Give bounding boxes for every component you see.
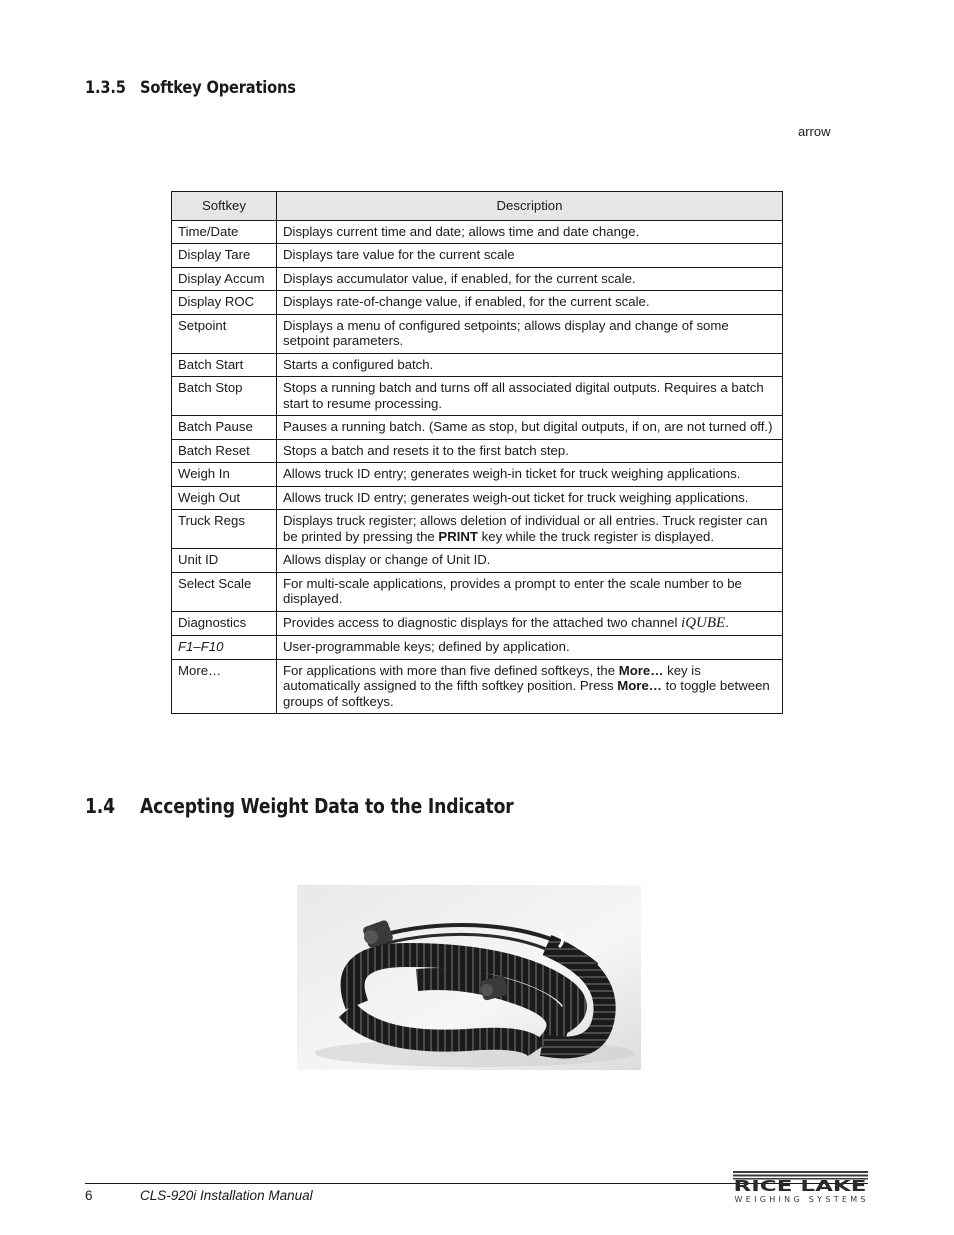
softkey-description: Allows display or change of Unit ID. (277, 549, 783, 573)
softkey-name: Unit ID (172, 549, 277, 573)
softkey-name: Setpoint (172, 314, 277, 353)
manual-title: CLS-920i Installation Manual (140, 1188, 313, 1203)
softkey-name: Select Scale (172, 572, 277, 611)
more-key-label: More… (617, 678, 662, 693)
table-row (172, 572, 783, 611)
softkey-name: Display ROC (172, 291, 277, 315)
description-text: to toggle between groups of softkeys. (283, 678, 770, 709)
softkey-name: F1–F10 (172, 636, 277, 660)
description-text: For applications with more than five defined softkeys, the (283, 662, 619, 678)
header-softkey: Softkey (172, 192, 277, 221)
description-text: key while the truck register is displayed. (477, 528, 714, 544)
softkey-name: Batch Stop (172, 377, 277, 416)
description-text: . (725, 614, 729, 630)
softkey-description: User-programmable keys; defined by application. (277, 636, 783, 660)
softkey-name: Weigh In (172, 463, 277, 487)
logo-text: RICE LAKE (733, 1177, 867, 1195)
softkey-description (277, 611, 783, 636)
print-key-label: PRINT (438, 528, 478, 544)
table-row (172, 353, 783, 377)
header-description: Description (277, 192, 783, 221)
softkey-description: Stops a running batch and turns off all associated digital outputs. Requires a batch start to resume processing. (277, 377, 783, 416)
softkey-description (277, 659, 783, 714)
softkey-description: Pauses a running batch. (Same as stop, but digital outputs, if on, are not turned off.) (277, 416, 783, 440)
softkey-name: Batch Reset (172, 439, 277, 463)
table-row (172, 549, 783, 573)
description-text: Provides access to diagnostic displays for the attached two channel (283, 614, 682, 630)
section-number: 1.3.5 (85, 78, 126, 98)
table-row (172, 220, 783, 244)
table-header-row (172, 192, 783, 221)
softkey-description: Displays current time and date; allows time and date change. (277, 220, 783, 244)
table-row (172, 267, 783, 291)
softkey-name: Truck Regs (172, 510, 277, 549)
softkey-description: Allows truck ID entry; generates weigh-in ticket for truck weighing applications. (277, 463, 783, 487)
page-number: 6 (85, 1188, 93, 1203)
arrow-note: arrow (798, 124, 831, 139)
logo-subtext: WEIGHING SYSTEMS (734, 1195, 866, 1204)
table-row (172, 510, 783, 549)
section-heading-softkey-operations (85, 78, 296, 98)
coiled-cable-photo (297, 885, 641, 1070)
table-row (172, 486, 783, 510)
softkey-name: Display Tare (172, 244, 277, 268)
softkey-description: For multi-scale applications, provides a prompt to enter the scale number to be displayed. (277, 572, 783, 611)
coiled-cable-illustration (297, 885, 641, 1070)
softkey-description: Displays rate-of-change value, if enabled, for the current scale. (277, 291, 783, 315)
description-text: Displays truck register; allows deletion of individual or all entries. Truck register can be printed by pressing the (283, 513, 768, 544)
softkey-description: Displays tare value for the current scale (277, 244, 783, 268)
iqube-product-name: iQUBE (681, 614, 726, 631)
softkey-description: Displays a menu of configured setpoints; allows display and change of some setpoint parameters. (277, 314, 783, 353)
softkey-description (277, 510, 783, 549)
table-row (172, 463, 783, 487)
table-row (172, 244, 783, 268)
softkey-description: Stops a batch and resets it to the first batch step. (277, 439, 783, 463)
softkey-name: Batch Pause (172, 416, 277, 440)
table-row (172, 611, 783, 636)
softkey-table (171, 191, 783, 714)
softkey-name: More… (172, 659, 277, 714)
softkey-name: Batch Start (172, 353, 277, 377)
softkey-description: Starts a configured batch. (277, 353, 783, 377)
section-title: Softkey Operations (140, 78, 296, 98)
section-number: 1.4 (85, 794, 115, 818)
table-row (172, 314, 783, 353)
table-row (172, 439, 783, 463)
softkey-name: Weigh Out (172, 486, 277, 510)
section-title: Accepting Weight Data to the Indicator (140, 794, 514, 818)
table-row (172, 416, 783, 440)
table-row (172, 659, 783, 714)
rice-lake-logo (733, 1170, 868, 1206)
table-row (172, 291, 783, 315)
softkey-name: Display Accum (172, 267, 277, 291)
table-row (172, 377, 783, 416)
description-text: key is automatically assigned to the fifth softkey position. Press (283, 662, 701, 693)
softkey-description: Allows truck ID entry; generates weigh-out ticket for truck weighing applications. (277, 486, 783, 510)
more-key-label: More… (618, 662, 664, 678)
section-heading-accepting-weight-data (85, 794, 514, 818)
softkey-name: Diagnostics (172, 611, 277, 636)
softkey-name: Time/Date (172, 220, 277, 244)
softkey-description: Displays accumulator value, if enabled, for the current scale. (277, 267, 783, 291)
table-row (172, 636, 783, 660)
